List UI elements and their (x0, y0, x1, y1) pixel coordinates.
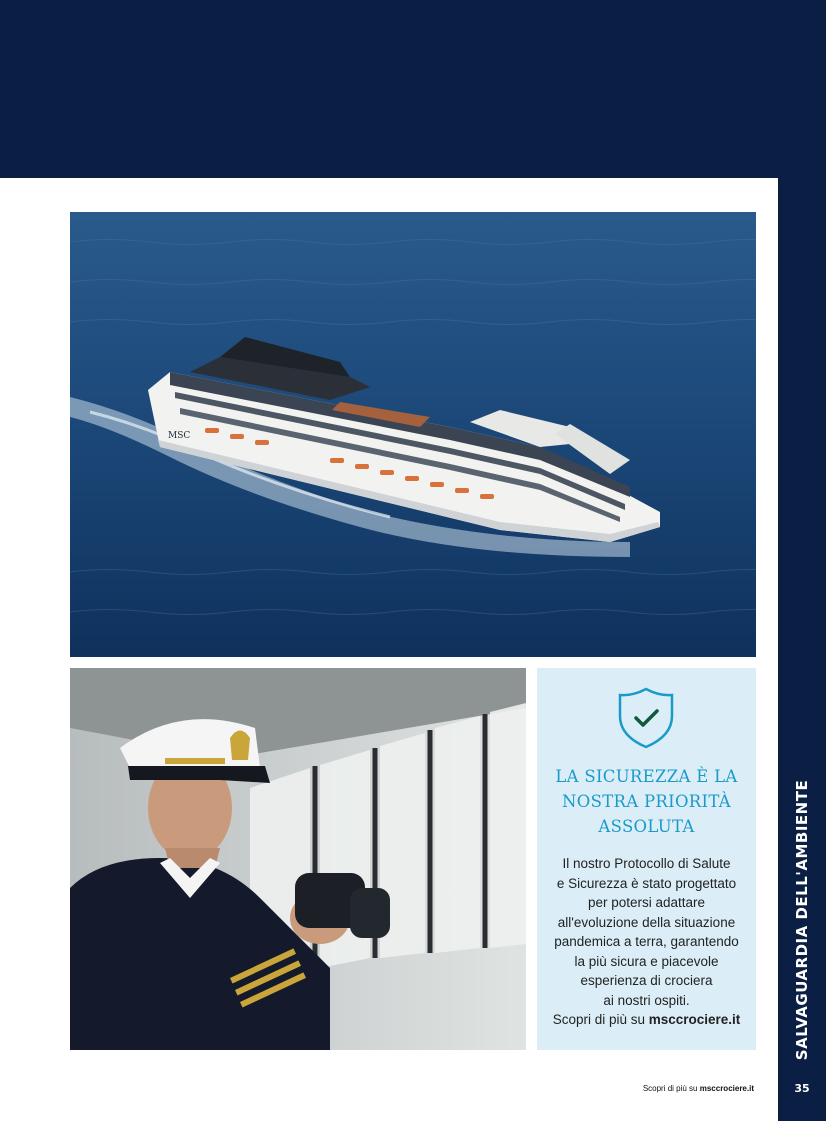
info-body-line: la più sicura e piacevole (574, 953, 719, 969)
top-header-band (0, 0, 826, 178)
info-heading (537, 764, 756, 839)
info-body-line: esperienza di crociera (580, 973, 713, 988)
footer-prefix: Scopri di più su (642, 1084, 700, 1093)
info-heading-line: LA SICUREZZA È LA (555, 767, 738, 786)
ship-logo-text: MSC (168, 431, 191, 441)
footer-link[interactable]: msccrociere.it (699, 1084, 754, 1093)
section-label: SALVAGUARDIA DELL'AMBIENTE (793, 779, 811, 1061)
info-body-line: Il nostro Protocollo di Salute (562, 856, 731, 871)
info-body-line: ai nostri ospiti. (603, 992, 690, 1008)
safety-info-box (537, 668, 756, 1050)
info-cta-link[interactable]: msccrociere.it (648, 1012, 741, 1027)
info-body-line: all'evoluzione della situazione (557, 914, 736, 930)
info-body (543, 854, 750, 1030)
captain-photo (70, 668, 526, 1050)
info-heading-line: ASSOLUTA (598, 817, 695, 836)
info-cta-line (543, 1010, 750, 1030)
info-cta-prefix: Scopri di più su (552, 1012, 649, 1027)
page-number: 35 (794, 1082, 810, 1095)
info-body-line: pandemica a terra, garantendo (554, 934, 739, 949)
info-body-line: e Sicurezza è stato progettato (556, 875, 737, 891)
info-heading-line: NOSTRA PRIORITÀ (562, 792, 731, 811)
info-body-line: per potersi adattare (587, 895, 706, 910)
shield-check-icon (617, 686, 675, 750)
cruise-ship-photo (70, 212, 756, 657)
footer-note (643, 1084, 754, 1093)
